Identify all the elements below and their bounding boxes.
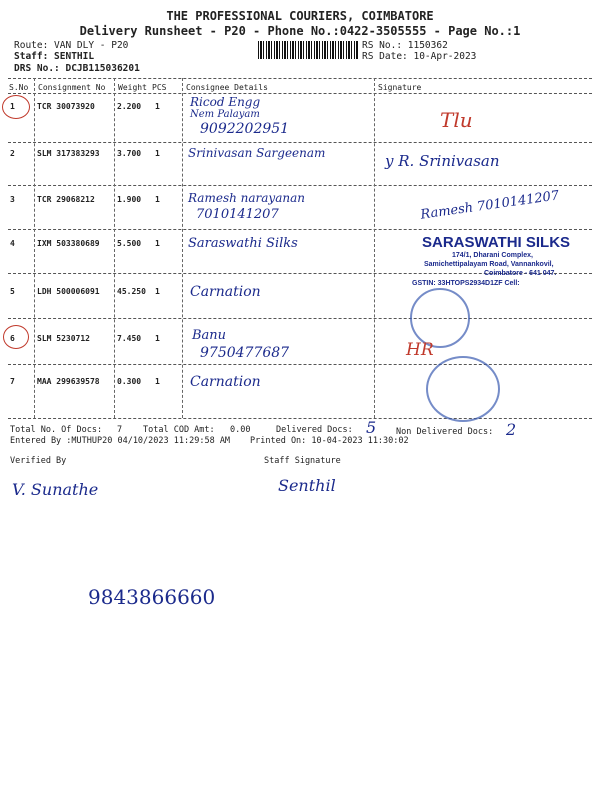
stamp-line: 174/1, Dharani Complex, <box>452 252 533 259</box>
stamp-line: Samichettipalayam Road, Vannankovil, <box>424 261 554 268</box>
col-consignee: Consignee Details <box>186 83 268 92</box>
row-weight: 0.300 <box>117 377 142 386</box>
row-consignment: TCR 29068212 <box>37 195 95 204</box>
non-delivered-value: 2 <box>506 420 517 439</box>
cod-label: Total COD Amt: <box>143 425 215 435</box>
rs-date: RS Date: 10-Apr-2023 <box>362 51 477 62</box>
delivered-value: 5 <box>366 418 377 437</box>
staff-signature-label: Staff Signature <box>264 456 341 466</box>
consignee-line: Ricod Engg <box>190 95 261 109</box>
stamp-line: Coimbatore - 641 047. <box>484 270 557 277</box>
row-pcs: 1 <box>155 102 160 111</box>
runsheet-subtitle: Delivery Runsheet - P20 - Phone No.:0422-3505555 - Page No.:1 <box>79 24 521 38</box>
signature: y R. Srinivasan <box>385 152 500 170</box>
row-weight: 2.200 <box>117 102 142 111</box>
non-delivered-label: Non Delivered Docs: <box>396 427 494 437</box>
row-pcs: 1 <box>155 239 160 248</box>
staff-label: Staff: SENTHIL <box>14 51 95 62</box>
consignee-line: Banu <box>192 328 227 343</box>
stamp-name: SARASWATHI SILKS <box>422 234 571 251</box>
signature: Ramesh 7010141207 <box>419 188 561 223</box>
row-weight: 7.450 <box>117 334 142 343</box>
consignee-line: 9092202951 <box>200 121 290 137</box>
row-weight: 45.250 <box>117 287 146 296</box>
row-sno: 4 <box>10 239 15 248</box>
consignee-line: 7010141207 <box>196 207 279 222</box>
col-pcs: PCS <box>152 83 167 92</box>
rs-number: RS No.: 1150362 <box>362 40 448 51</box>
consignee-line: Ramesh narayanan <box>188 191 305 205</box>
delivered-label: Delivered Docs: <box>276 425 353 435</box>
total-docs-value: 7 <box>117 425 123 435</box>
verified-signature: V. Sunathe <box>12 480 99 499</box>
consignee-line: Saraswathi Silks <box>188 236 298 251</box>
consignee-line: Srinivasan Sargeenam <box>188 146 326 160</box>
signature: Tlu <box>440 108 473 132</box>
row-consignment: SLM 5230712 <box>37 334 90 343</box>
circle-mark <box>3 325 29 349</box>
company-title: THE PROFESSIONAL COURIERS, COIMBATORE <box>166 9 434 23</box>
row-weight: 5.500 <box>117 239 142 248</box>
total-docs-label: Total No. Of Docs: <box>10 425 103 435</box>
row-consignment: MAA 299639578 <box>37 377 100 386</box>
entered-by: Entered By :MUTHUP20 04/10/2023 11:29:58 AM <box>10 436 231 446</box>
row-weight: 3.700 <box>117 149 142 158</box>
stamp-line: GSTIN: 33HTOPS2934D1ZF Cell: <box>412 280 520 287</box>
row-sno: 2 <box>10 149 15 158</box>
courier-seal <box>410 288 470 348</box>
barcode <box>258 41 358 59</box>
row-consignment: TCR 30073920 <box>37 102 95 111</box>
row-pcs: 1 <box>155 334 160 343</box>
row-pcs: 1 <box>155 195 160 204</box>
row-consignment: SLM 317383293 <box>37 149 100 158</box>
consignee-line: 9750477687 <box>200 345 290 361</box>
staff-signature: Senthil <box>278 476 336 495</box>
signature: HR <box>406 340 434 360</box>
phone-note: 9843866660 <box>88 585 216 609</box>
col-consignment: Consignment No <box>38 83 106 92</box>
consignee-line: Carnation <box>190 284 261 300</box>
row-consignment: LDH 500006091 <box>37 287 100 296</box>
row-pcs: 1 <box>155 377 160 386</box>
courier-seal <box>426 356 500 422</box>
row-weight: 1.900 <box>117 195 142 204</box>
consignee-line: Carnation <box>190 374 261 390</box>
drs-number: DRS No.: DCJB115036201 <box>14 63 140 74</box>
printed-on: Printed On: 10-04-2023 11:30:02 <box>250 436 409 446</box>
circle-mark <box>2 95 30 119</box>
col-weight: Weight <box>118 83 147 92</box>
row-sno: 1 <box>10 102 15 111</box>
row-sno: 6 <box>10 334 15 343</box>
col-sno: S.No <box>9 83 29 92</box>
row-sno: 7 <box>10 377 15 386</box>
row-sno: 5 <box>10 287 15 296</box>
row-consignment: IXM 503380689 <box>37 239 100 248</box>
col-signature: Signature <box>378 83 422 92</box>
cod-value: 0.00 <box>230 425 251 435</box>
row-pcs: 1 <box>155 287 160 296</box>
consignee-line: Nem Palayam <box>190 109 260 120</box>
verified-by-label: Verified By <box>10 456 67 466</box>
row-pcs: 1 <box>155 149 160 158</box>
row-sno: 3 <box>10 195 15 204</box>
route-label: Route: VAN DLY - P20 <box>14 40 129 51</box>
